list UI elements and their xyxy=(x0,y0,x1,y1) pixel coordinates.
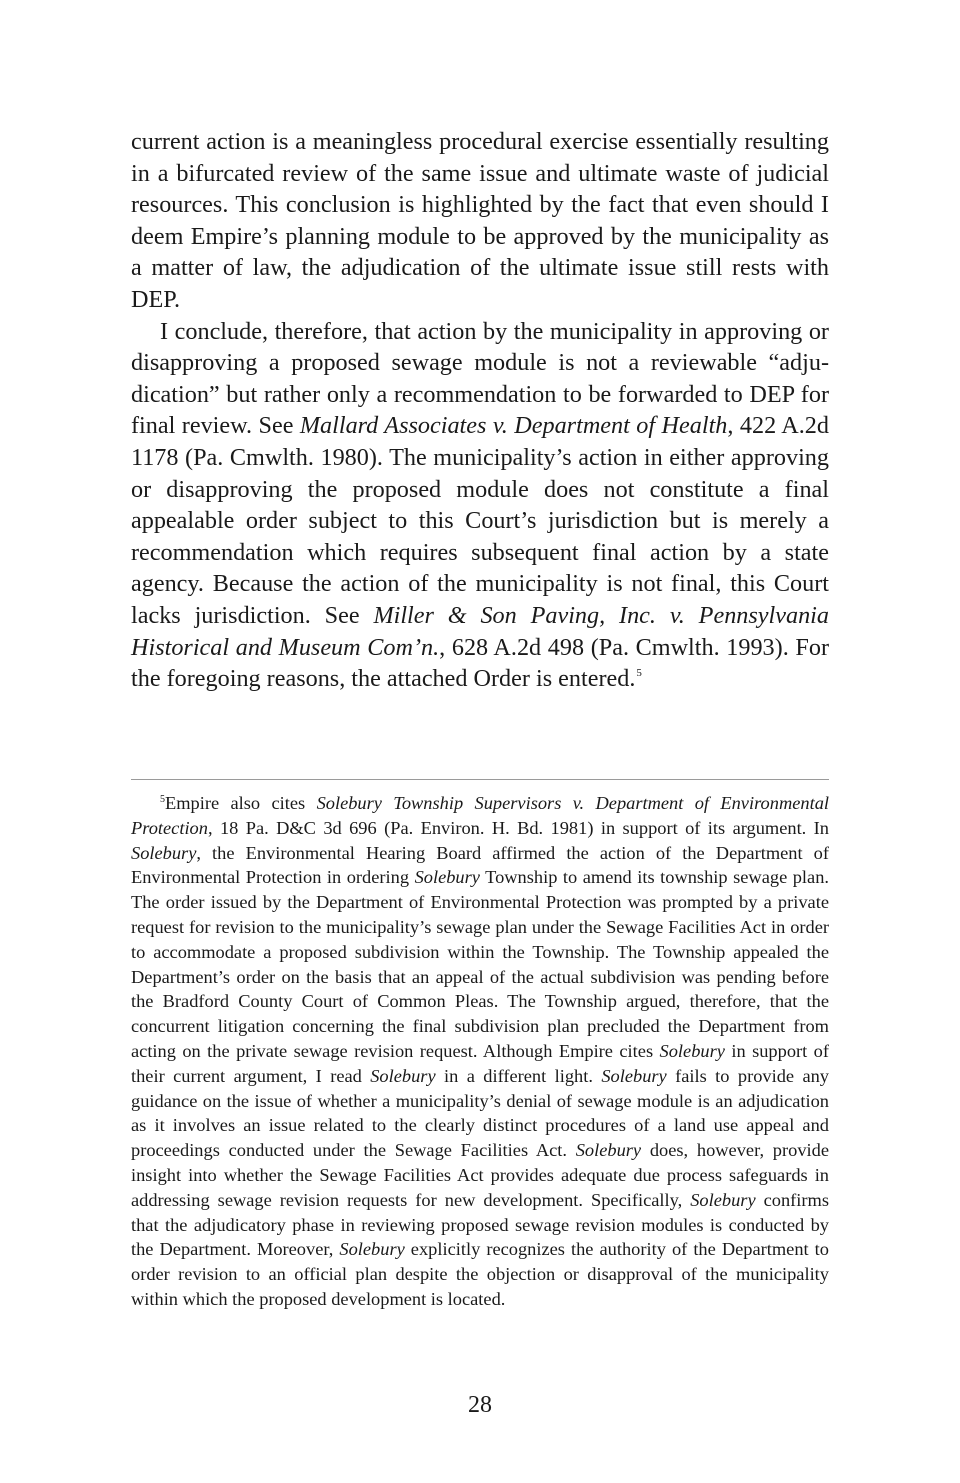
footnote-text: Empire also cites xyxy=(165,793,317,813)
paragraph-continued xyxy=(131,126,829,316)
footnote-italic: Solebury xyxy=(601,1065,667,1086)
page-number: 28 xyxy=(468,1392,492,1418)
paragraph-conclusion xyxy=(131,316,829,695)
main-text xyxy=(131,126,829,695)
footnote-italic: Solebury xyxy=(575,1140,642,1161)
paragraph-2-text-2: , 422 A.2d 1178 (Pa. Cmwlth. 1980). The municipality’s action in either approving or disapproving the proposed module does not constitute a final appealable order subject to this Court’s jurisdiction but is merely a recommendation which requires subsequent final action by a state agency. Because the action of the municipality is not final, this Court lacks jurisdiction. See xyxy=(131,412,829,629)
footnote-text: fails to provide any guidance on the issue of whether a municipality’s denial of sewage module is an adjudication as it involves an issue related to the clearly distinct procedures of a land use appeal and proceedings conducted under the Sewage Facilities Act. xyxy=(131,1065,829,1161)
footnote-text: confirms that the adjudicatory phase in reviewing proposed sewage revision modules is conducted by the Department. Moreover, xyxy=(131,1189,829,1260)
paragraph-2-text-3: , 628 A.2d 498 (Pa. Cmwlth. 1993). For the foregoing reasons, the attached Order is entered. xyxy=(131,633,829,693)
footnote-italic: Solebury xyxy=(414,867,480,888)
case-citation-solebury: Solebury Township Supervisors v. Department of Environmental Protection xyxy=(131,793,830,838)
footnote-text: explicitly recognizes the authority of the Department to order revision to an official plan despite the objection or disapproval of the municipality within which the proposed development is located. xyxy=(131,1239,829,1309)
footnote-reference: 5 xyxy=(636,667,642,680)
footnote-marker: 5 xyxy=(160,794,165,805)
footnote xyxy=(131,791,829,1312)
footnote-text: , the Environmental Hearing Board affirmed the action of the Department of Environmental Protection in ordering xyxy=(131,842,829,888)
paragraph-2-text-1: I conclude, therefore, that action by the municipality in approving or disapproving a proposed sewage module is not a reviewable “adjudication” but rather only a recommendation to be forwarded to DEP for final review. See xyxy=(131,317,829,440)
footnote-text: Township to amend its township sewage plan. The order issued by the Department of Environmental Protection was prompted by a private request for revision to the municipality’s sewage plan under the Sewage Facilities Act in order to accommodate a proposed subdivision within the Township. The Township appealed the Department’s order on the basis that an appeal of the actual subdivision was pending before the Bradford County Court of Common Pleas. The Township argued, therefore, that the concurrent litigation concerning the final subdivision plan precluded the Department from acting on the private sewage revision request. Although Empire cites xyxy=(131,867,830,1061)
case-citation-mallard: Mallard Associates v. Department of Health xyxy=(299,412,728,440)
footnote-text: in a different light. xyxy=(435,1065,602,1086)
paragraph-1-text: current action is a meaningless procedural exercise essentially resulting in a bifurcated review of the same issue and ultimate waste of judicial resources. This conclusion is highlighted by the fact that even should I deem Empire’s planning module to be approved by the municipality as a matter of law, the adjudication of the ultimate issue still rests with DEP. xyxy=(131,128,829,313)
footnote-text: does, however, provide insight into whether the Sewage Facilities Act provides adequate due process safeguards in addressing sewage revision requests for new development. Specifically, xyxy=(131,1140,829,1210)
footnote-italic: Solebury xyxy=(339,1239,405,1260)
footnote-divider xyxy=(131,779,829,780)
footnote-italic: Solebury xyxy=(370,1065,436,1086)
footnote-text: , 18 Pa. D&C 3d 696 (Pa. Environ. H. Bd. 1981) in support of its argument. In xyxy=(207,817,829,838)
case-citation-miller: Miller & Son Paving, Inc. v. Pennsylvania Historical and Museum Com’n. xyxy=(131,601,829,661)
footnote-italic: Solebury xyxy=(131,842,197,863)
footnote-italic: Solebury xyxy=(659,1040,725,1061)
footnote-text: in support of their current argument, I read xyxy=(131,1040,829,1086)
footnote-italic: Solebury xyxy=(690,1189,756,1210)
